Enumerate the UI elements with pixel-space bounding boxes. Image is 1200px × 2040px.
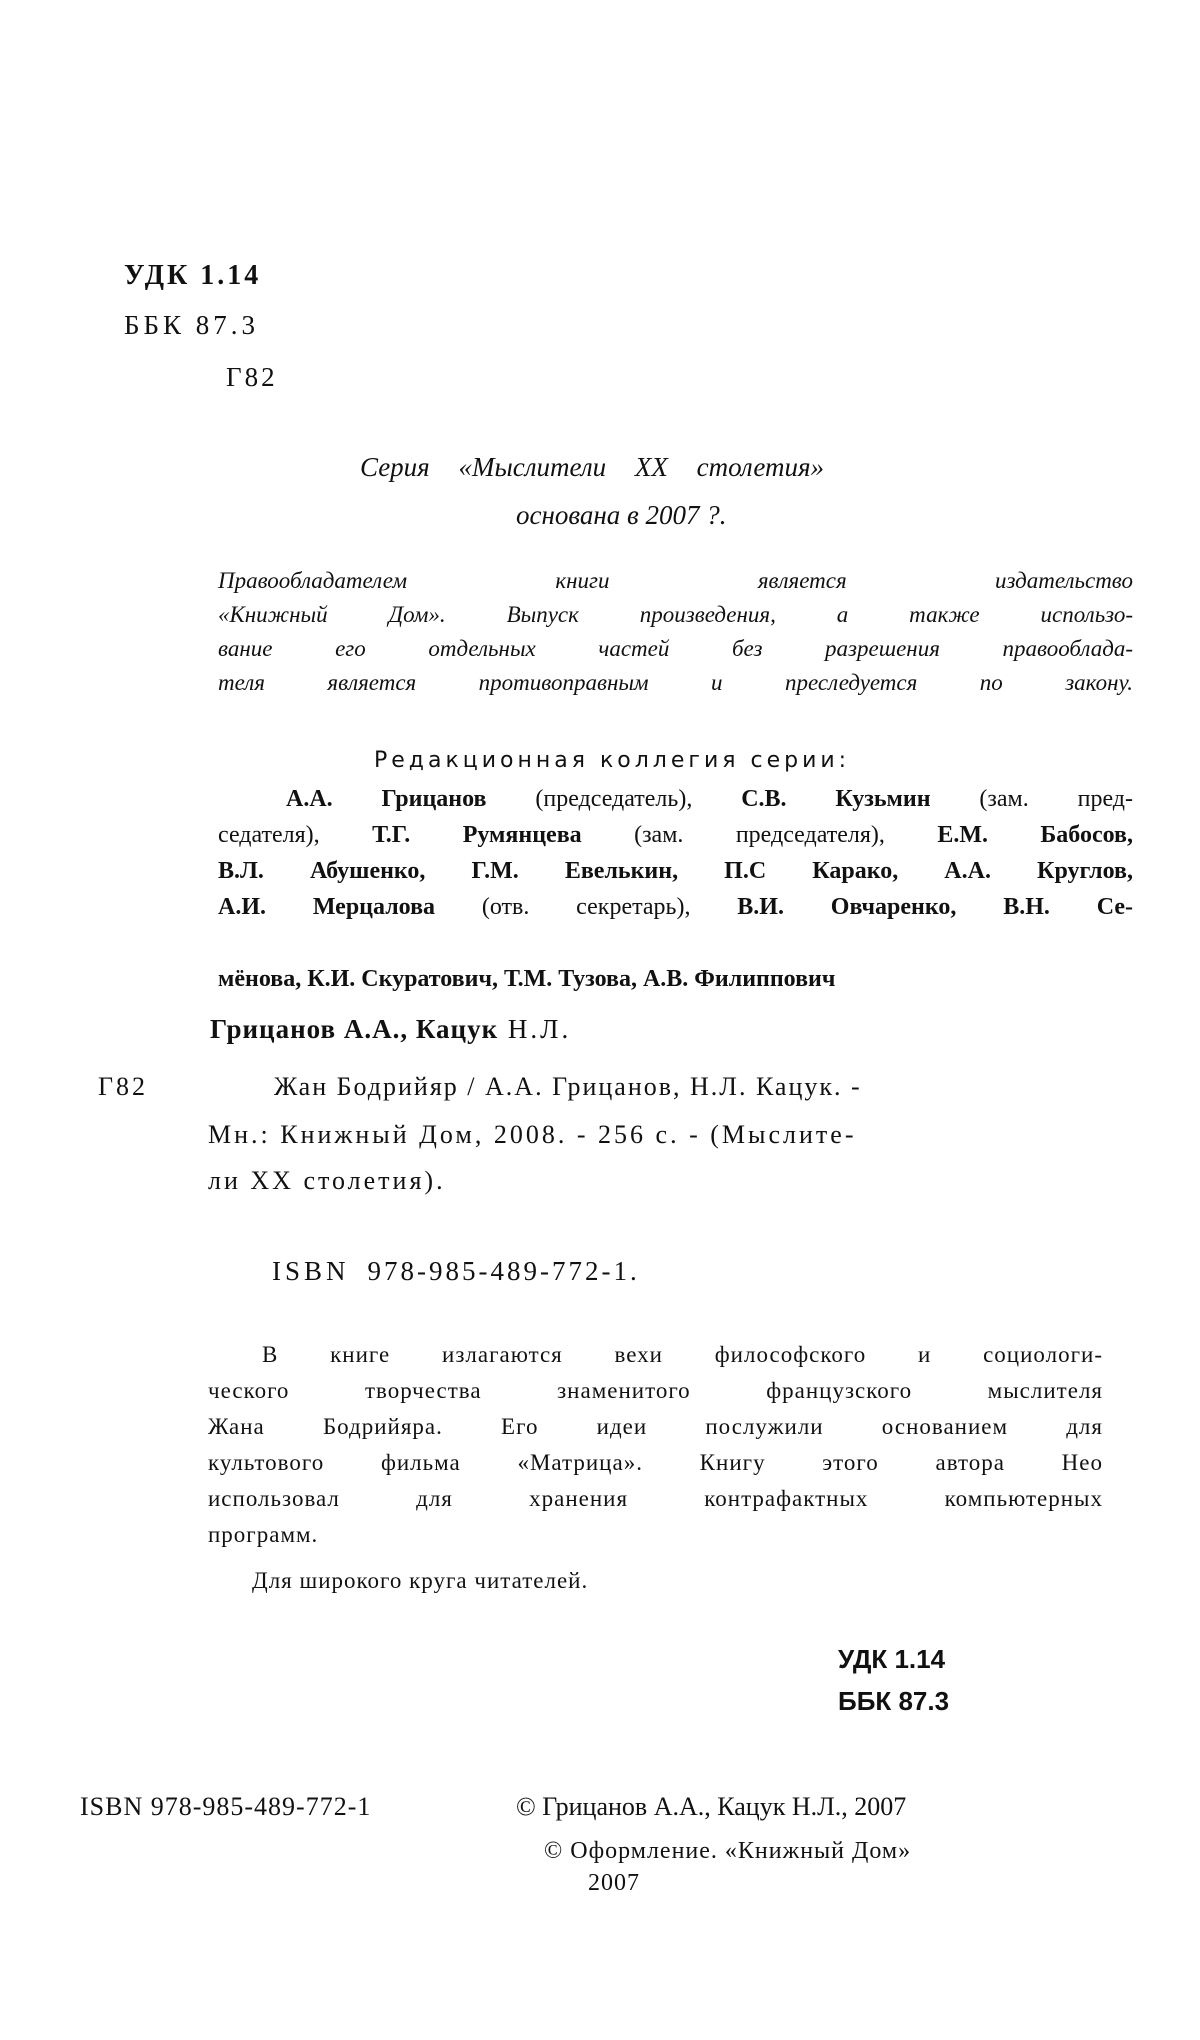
annotation-line: культового фильма «Матрица». Книгу этого автора Нео (208, 1450, 1103, 1475)
editorial-board-line (218, 966, 1133, 993)
board-member-name: А.А. Грицанов (286, 786, 487, 812)
udk-code-top: УДК 1.14 (124, 260, 262, 291)
udk-code-bottom: УДК 1.14 (838, 1644, 946, 1674)
isbn-value: 978-985-489-772-1. (367, 1256, 640, 1286)
copyright-design-year: 2007 (588, 1870, 640, 1896)
board-member-name: С.В. Кузьмин (741, 786, 931, 812)
copyright-authors: © Грицанов А.А., Кацук Н.Л., 2007 (516, 1792, 907, 1821)
copyright-design: © Оформление. «Книжный Дом» (544, 1838, 912, 1864)
copyright-notice-line: «Книжный Дом». Выпуск произведения, а также использо- (218, 602, 1133, 627)
board-member-names: мёнова, К.И. Скуратович, Т.М. Тузова, А.В. Филиппович (218, 966, 836, 992)
board-role: (председатель), (486, 786, 742, 812)
authors-thin: Н.Л. (498, 1014, 572, 1044)
editorial-board-line (218, 858, 1133, 885)
board-member-name: Е.М. Бабосов, (937, 822, 1133, 848)
editorial-board-line (218, 894, 1133, 921)
annotation-line: ческого творчества знаменитого французского мыслителя (208, 1378, 1103, 1403)
copyright-notice-line: Правообладателем книги является издательство (218, 568, 1133, 593)
author-mark: Г82 (98, 1072, 149, 1101)
board-member-names: В.И. Овчаренко, В.Н. Се- (737, 894, 1133, 920)
isbn-footer: ISBN 978-985-489-772-1 (80, 1792, 372, 1821)
annotation-line: В книге излагаются вехи философского и социологи- (262, 1342, 1103, 1367)
board-member-name: А.И. Мерцалова (218, 894, 436, 920)
editorial-board-heading: Редакционная коллегия серии: (374, 748, 851, 773)
board-member-names: В.Л. Абушенко, Г.М. Евелькин, П.С Карако, А.А. Круглов, (218, 858, 1133, 884)
editorial-board-line (286, 786, 1133, 813)
bibliographic-line: Жан Бодрийяр / А.А. Грицанов, Н.Л. Кацук. - (274, 1072, 862, 1101)
isbn-label: ISBN (272, 1256, 350, 1286)
isbn-main (272, 1256, 640, 1287)
authors-bold: Грицанов А.А., Кацук (210, 1014, 499, 1044)
series-founded: основана в 2007 ?. (516, 500, 727, 530)
board-member-name: Т.Г. Румянцева (372, 822, 582, 848)
board-role: седателя), (218, 822, 373, 848)
annotation-line: Жана Бодрийяра. Его идеи послужили основанием для (208, 1414, 1103, 1439)
bibliographic-line: Мн.: Книжный Дом, 2008. - 256 с. - (Мыслите- (208, 1120, 857, 1149)
editorial-board-line (218, 822, 1133, 849)
bibliographic-line: ли XX столетия). (208, 1166, 446, 1195)
board-role: (зам. председателя), (581, 822, 938, 848)
copyright-notice-line: теля является противоправным и преследуется по закону. (218, 670, 1133, 695)
authors-heading (210, 1014, 571, 1045)
copyright-notice-line: вание его отдельных частей без разрешения правооблада- (218, 636, 1133, 661)
board-role: (отв. секретарь), (435, 894, 738, 920)
annotation-line: программ. (208, 1522, 319, 1547)
bbk-code-bottom: ББК 87.3 (838, 1686, 950, 1716)
bbk-code-top: ББК 87.3 (124, 310, 260, 340)
author-mark-top: Г82 (226, 362, 278, 392)
audience-note: Для широкого круга читателей. (252, 1568, 589, 1593)
board-role: (зам. пред- (930, 786, 1133, 812)
annotation-line: использовал для хранения контрафактных компьютерных (208, 1486, 1103, 1511)
series-title: Серия «Мыслители XX столетия» (360, 452, 825, 482)
